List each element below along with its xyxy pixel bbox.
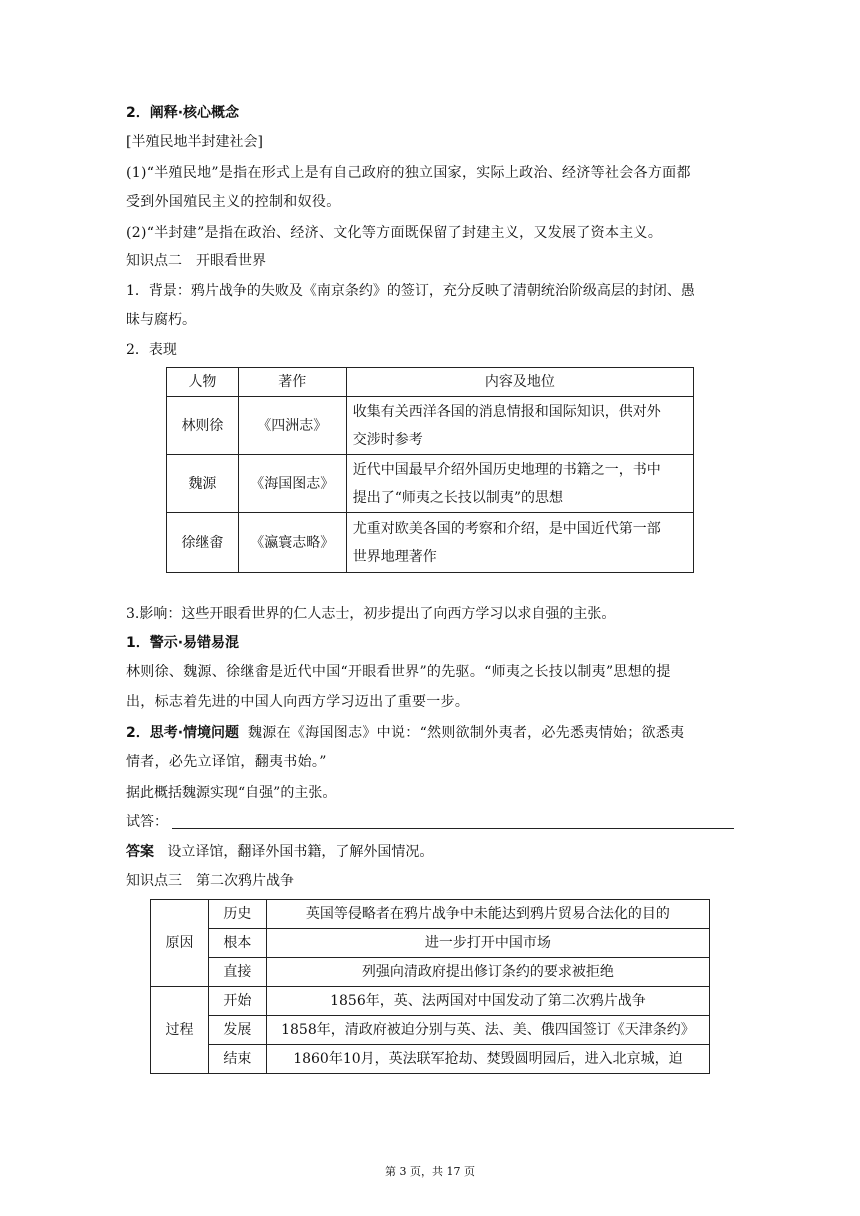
row-value: 1858年，清政府被迫分别与英、法、美、俄四国签订《天津条约》 [266,1016,709,1045]
answer-line [126,842,736,862]
row-key: 结束 [208,1045,266,1074]
cell-content-line: 尤重对欧美各国的考察和介绍，是中国近代第一部 [352,520,661,537]
think-line-1 [126,723,736,743]
row-key: 根本 [208,929,266,958]
table-row [167,513,694,573]
cell-person: 魏源 [167,455,239,513]
row-value: 1860年10月，英法联军抢劫、焚毁圆明园后，进入北京城，迫 [266,1045,709,1074]
warning-text-2: 出，标志着先进的中国人向西方学习迈出了重要一步。 [126,694,470,710]
table-row [151,987,710,1016]
table-row [151,929,710,958]
table-row [151,1045,710,1074]
pioneers-table [166,367,694,573]
cell-content [346,513,693,573]
cell-content [346,455,693,513]
group-label-cause: 原因 [151,900,209,987]
answer-text: 设立译馆，翻译外国书籍，了解外国情况。 [167,844,434,860]
row-key: 发展 [208,1016,266,1045]
row-value: 进一步打开中国市场 [266,929,709,958]
think-question: 据此概括魏源实现“自强”的主张。 [126,785,337,801]
background-text-2: 昧与腐朽。 [126,312,196,328]
cell-content-line: 世界地理著作 [352,548,437,565]
try-answer-label: 试答： [126,814,168,830]
answer-blank-line[interactable] [172,828,734,829]
term-label: [半殖民地半封建社会] [126,134,263,150]
row-value: 1856年，英、法两国对中国发动了第二次鸦片战争 [266,987,709,1016]
header-person: 人物 [167,368,239,397]
paragraph-semi-feudal: (2)“半封建”是指在政治、经济、文化等方面既保留了封建主义，又发展了资本主义。 [126,225,663,241]
think-heading: 2．思考·情境问题 [126,725,240,741]
cell-content [346,397,693,455]
row-key: 开始 [208,987,266,1016]
table-row [167,397,694,455]
answer-label: 答案 [126,844,154,860]
cell-content-line: 交涉时参考 [352,431,423,448]
cell-person: 徐继畬 [167,513,239,573]
header-content: 内容及地位 [346,368,693,397]
cell-content-line: 收集有关西洋各国的消息情报和国际知识，供对外 [352,403,661,420]
warning-heading: 1．警示·易错易混 [126,635,240,651]
page-footer: 第 3 页，共 17 页 [385,1165,475,1178]
think-quote-2: 情者，必先立译馆，翻夷书始。” [126,754,327,770]
cell-work: 《海国图志》 [238,455,346,513]
paragraph-semi-colonial-2: 受到外国殖民主义的控制和奴役。 [126,194,341,210]
table-row [151,1016,710,1045]
paragraph-semi-colonial-1: (1)“半殖民地”是指在形式上是有自己政府的独立国家，实际上政治、经济等社会各方面都 [126,165,691,181]
cell-work: 《四洲志》 [238,397,346,455]
section-heading-core-concept: 2．阐释·核心概念 [126,105,240,121]
table-row [151,958,710,987]
cell-work: 《瀛寰志略》 [238,513,346,573]
row-key: 历史 [208,900,266,929]
background-text-1: 1．背景：鸦片战争的失败及《南京条约》的签订，充分反映了清朝统治阶级高层的封闭、愚 [126,283,695,299]
knowledge-point-3-heading: 知识点三 第二次鸦片战争 [126,873,294,889]
cell-person: 林则徐 [167,397,239,455]
row-value: 英国等侵略者在鸦片战争中未能达到鸦片贸易合法化的目的 [266,900,709,929]
cell-content-line: 提出了“师夷之长技以制夷”的思想 [352,489,564,506]
row-value: 列强向清政府提出修订条约的要求被拒绝 [266,958,709,987]
think-quote-1: 魏源在《海国图志》中说：“然则欲制外夷者，必先悉夷情始；欲悉夷 [247,725,685,741]
performance-heading: 2．表现 [126,342,177,358]
header-work: 著作 [238,368,346,397]
table-row [151,900,710,929]
warning-text-1: 林则徐、魏源、徐继畬是近代中国“开眼看世界”的先驱。“师夷之长技以制夷”思想的提 [126,664,671,680]
knowledge-point-2-heading: 知识点二 开眼看世界 [126,253,266,269]
table-header-row [167,368,694,397]
row-key: 直接 [208,958,266,987]
influence-text: 3.影响：这些开眼看世界的仁人志士，初步提出了向西方学习以求自强的主张。 [126,606,616,622]
table-row [167,455,694,513]
group-label-process: 过程 [151,987,209,1074]
opium-war-table [150,899,710,1074]
cell-content-line: 近代中国最早介绍外国历史地理的书籍之一，书中 [352,461,661,478]
